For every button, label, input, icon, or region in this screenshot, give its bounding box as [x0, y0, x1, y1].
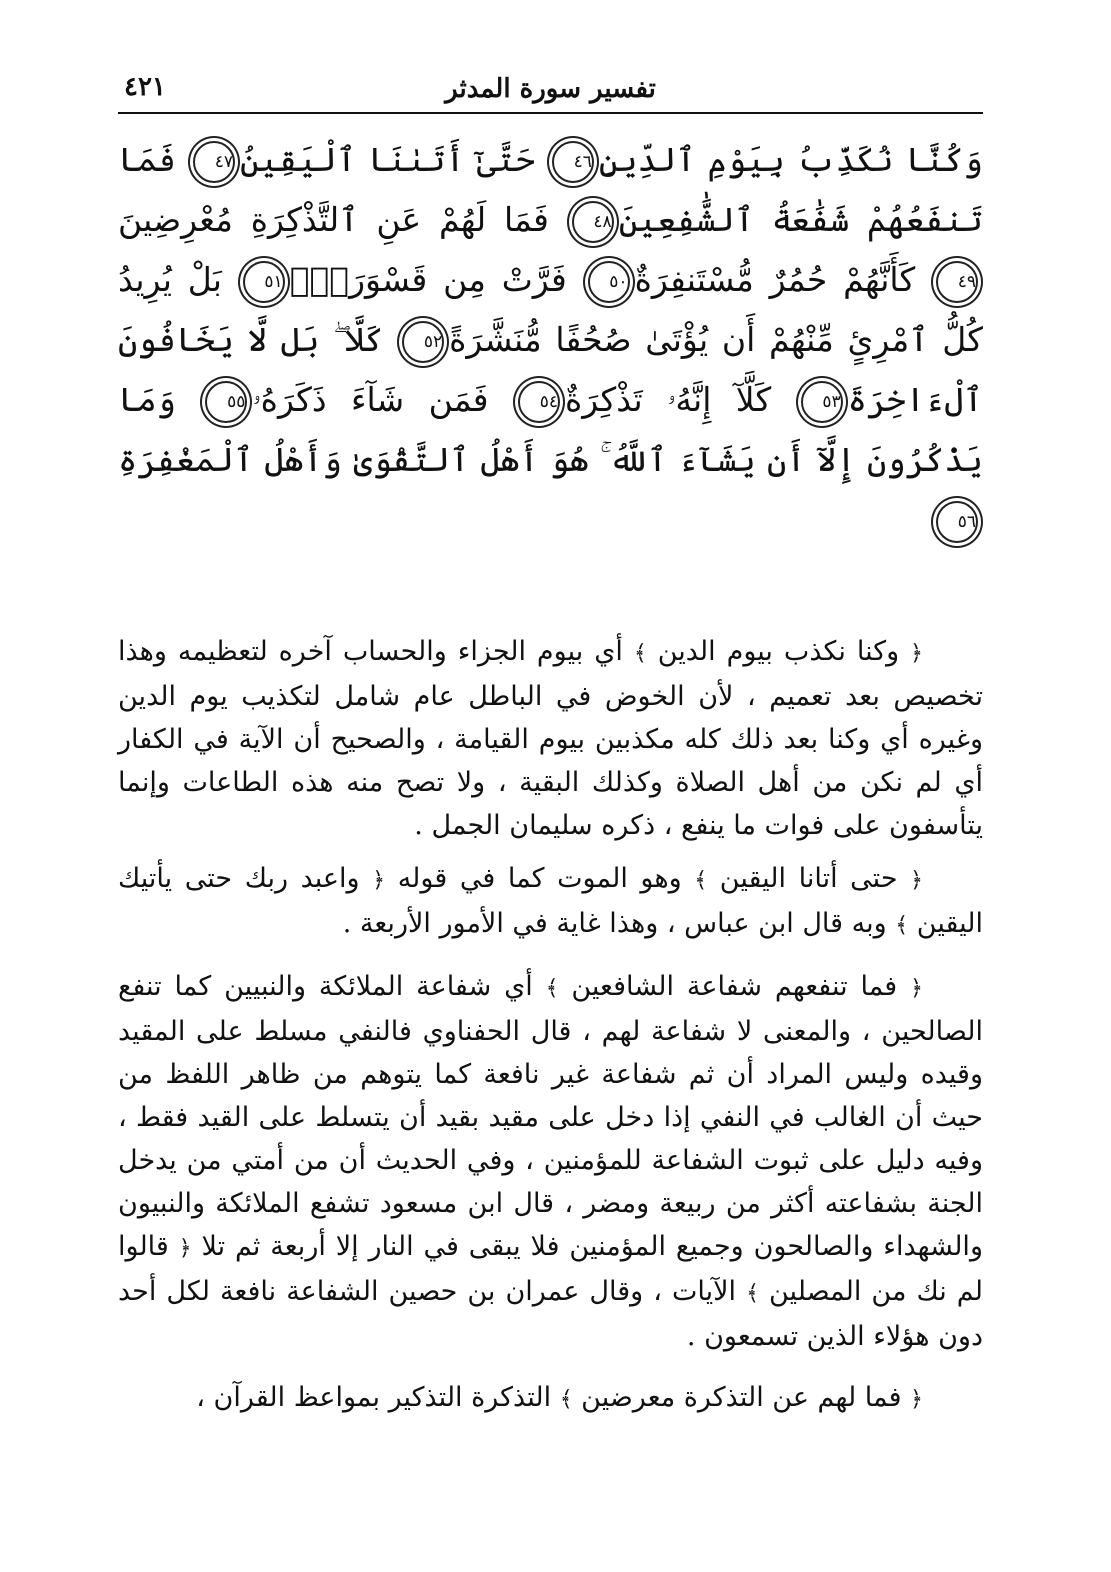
- verse-number-marker: ٤٨: [572, 201, 614, 243]
- verse-number-marker: ٥٤: [518, 381, 560, 423]
- verse-number-marker: ٤٩: [936, 261, 978, 303]
- commentary-text: التذكرة التذكير بمواعظ القرآن ،: [196, 1382, 552, 1413]
- ornate-bracket-close: ﴾: [746, 1281, 759, 1306]
- verse-text: بَلْ يُرِيدُ كُلُّ ٱمْرِئٍ مِّنْهُمْ أَن يُؤْتَىٰ صُحُفًا مُّنَشَّرَةً: [118, 260, 983, 359]
- ornate-bracket-open: ﴿: [910, 976, 923, 1001]
- quoted-verse: وكنا نكذب بيوم الدين: [657, 636, 900, 667]
- verse-text: كَلَّآ إِنَّهُۥ تَذْكِرَةٌ: [564, 380, 772, 419]
- commentary-paragraph: [118, 965, 983, 1358]
- page-header: [118, 62, 983, 114]
- quran-verses: [118, 130, 983, 550]
- verse-number-marker: ٤٧: [193, 141, 235, 183]
- verse-number-marker: ٥٣: [801, 381, 843, 423]
- verse-text: فَرَّتْ مِن قَسْوَرَةٍۭ: [289, 260, 567, 299]
- ornate-bracket-open: ﴿: [372, 868, 386, 893]
- page-number: ٤٢١: [124, 72, 166, 102]
- ornate-bracket-open: ﴿: [178, 1236, 192, 1261]
- verse-number-marker: ٤٦: [552, 141, 594, 183]
- tafsir-commentary: [118, 630, 983, 1421]
- ornate-bracket-open: ﴿: [910, 868, 924, 893]
- quoted-verse: حتى أتانا اليقين: [719, 863, 898, 894]
- quoted-verse: قالوا لم نك من المصلين: [118, 1231, 983, 1307]
- verse-text: فَمَا تَنفَعُهُمْ شَفَٰعَةُ ٱلشَّٰفِعِينَ: [118, 140, 983, 239]
- verse-text: حَتَّىٰٓ أَتَىٰنَا ٱلْيَقِينُ: [240, 140, 535, 179]
- commentary-paragraph: [118, 1376, 983, 1421]
- commentary-paragraph: [118, 630, 983, 847]
- verse-number-marker: ٥٠: [588, 261, 630, 303]
- verse-number-marker: ٥٥: [205, 381, 247, 423]
- verse-number-marker: ٥٢: [402, 321, 444, 363]
- ornate-bracket-close: ﴾: [895, 913, 909, 938]
- quoted-verse: واعبد ربك حتى يأتيك اليقين: [118, 863, 983, 939]
- verse-text: كَلَّا ۖ بَل لَّا يَخَافُونَ ٱلْءَاخِرَةَ: [118, 320, 983, 419]
- commentary-text: الآيات ، وقال عمران بن حصين الشفاعة نافعة لكل أحد دون هؤلاء الذين تسمعون .: [118, 1276, 983, 1352]
- verse-text: وَكُنَّا نُكَذِّبُ بِيَوْمِ ٱلدِّينِ: [598, 140, 983, 179]
- verse-number-marker: ٥٦: [936, 501, 978, 543]
- verse-text: كَأَنَّهُمْ حُمُرٌ مُّسْتَنفِرَةٌ: [634, 260, 916, 299]
- quoted-verse: فما لهم عن التذكرة معرضين: [581, 1382, 902, 1413]
- ornate-bracket-close: ﴾: [545, 976, 559, 1001]
- verse-text: فَمَا لَهُمْ عَنِ ٱلتَّذْكِرَةِ مُعْرِضِينَ: [118, 200, 549, 239]
- ornate-bracket-open: ﴿: [910, 641, 923, 666]
- commentary-text: وبه قال ابن عباس ، وهذا غاية في الأمور الأربعة .: [342, 908, 887, 939]
- ornate-bracket-close: ﴾: [559, 1387, 573, 1412]
- commentary-paragraph: [118, 857, 983, 947]
- verse-text: وَمَا يَذْكُرُونَ إِلَّآ أَن يَشَآءَ ٱللَّهُ ۚ هُوَ أَهْلُ ٱلتَّقْوَىٰ وَأَهْلُ ٱلْمَغْفِرَةِ: [118, 380, 983, 479]
- quoted-verse: فما تنفعهم شفاعة الشافعين: [571, 971, 898, 1002]
- verse-text: فَمَن شَآءَ ذَكَرَهُۥ: [252, 380, 489, 419]
- commentary-text: أي بيوم الجزاء والحساب آخره لتعظيمه وهذا تخصيص بعد تعميم ، لأن الخوض في الباطل عام شامل لتكذيب يوم الدين وغيره أي وكنا بعد ذلك كله مكذبين بيوم القيامة ، والصحيح أن الآية في الكفار أي لم نكن من أهل الصلاة وكذلك البقية ، ولا تصح منه هذه الطاعات وإنما يتأسفون على فوات ما ينفع ، ذكره سليمان الجمل .: [118, 636, 983, 841]
- verse-number-marker: ٥١: [243, 261, 285, 303]
- commentary-text: أي شفاعة الملائكة والنبيين كما تنفع الصالحين ، والمعنى لا شفاعة لهم ، قال الحفناوي فالنفي مسلط على المقيد وقيده وليس المراد أن ثم شفاعة غير نافعة كما يتوهم من ظاهر اللفظ من حيث أن الغالب في النفي إذا دخل على مقيد بقيد أن يتسلط على القيد فقط ، وفيه دليل على ثبوت الشفاعة للمؤمنين ، وفي الحديث أن من أمتي من يدخل الجنة بشفاعته أكثر من ربيعة ومضر ، قال ابن مسعود تشفع الملائكة والنبيون والشهداء والصالحون وجميع المؤمنين فلا يبقى في النار إلا أربعة ثم تلا: [118, 971, 983, 1262]
- ornate-bracket-close: ﴾: [633, 641, 647, 666]
- commentary-text: وهو الموت كما في قوله: [397, 863, 682, 894]
- page-title: تفسير سورة المدثر: [445, 74, 656, 104]
- ornate-bracket-close: ﴾: [694, 868, 708, 893]
- ornate-bracket-open: ﴿: [910, 1387, 923, 1412]
